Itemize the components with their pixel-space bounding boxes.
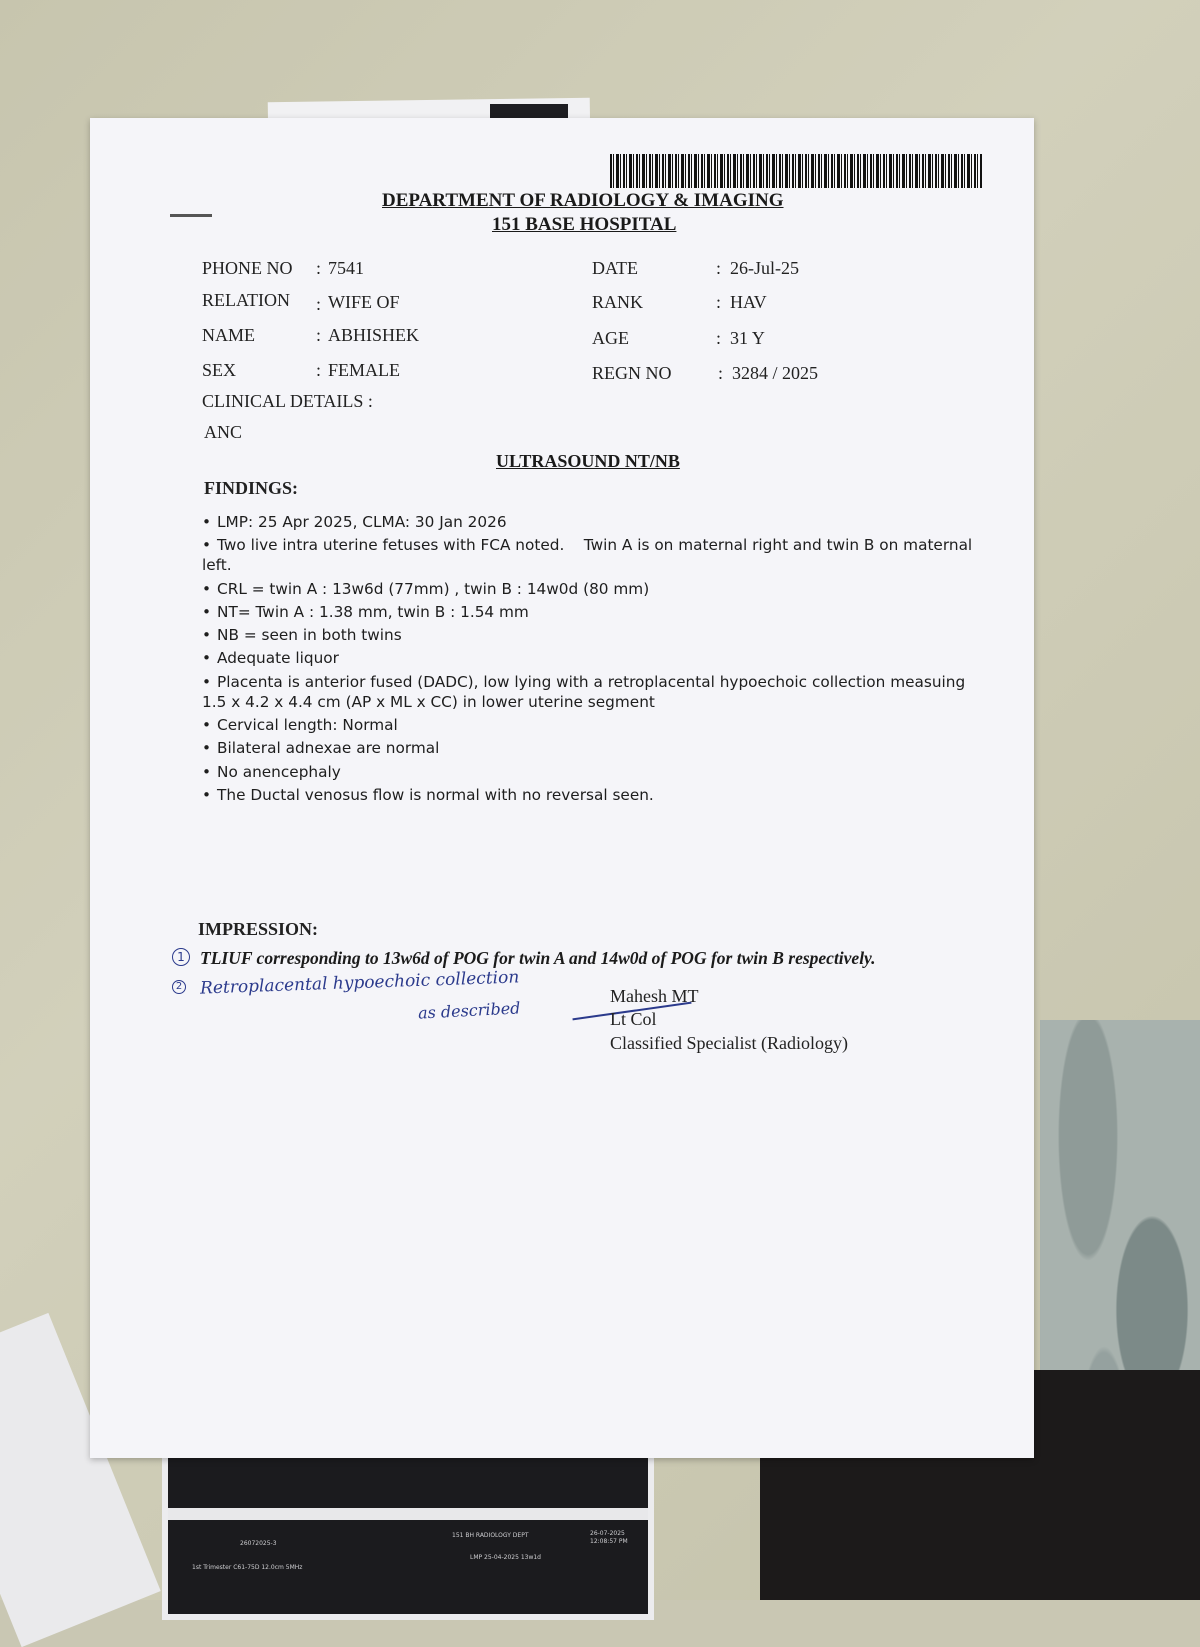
film-header: 151 BH RADIOLOGY DEPT — [452, 1532, 529, 1539]
film-time: 12:08:57 PM — [590, 1538, 628, 1545]
margin-mark — [170, 214, 212, 217]
clinical-details-value: ANC — [204, 422, 243, 442]
phone-value: 7541 — [328, 258, 364, 278]
list-item: • LMP: 25 Apr 2025, CLMA: 30 Jan 2026 — [202, 513, 507, 531]
department-title: DEPARTMENT OF RADIOLOGY & IMAGING — [382, 190, 784, 211]
findings-heading: FINDINGS: — [204, 478, 299, 498]
list-item: • Adequate liquor — [202, 649, 339, 668]
name-label: NAME — [202, 325, 255, 345]
film-separator — [168, 1508, 648, 1520]
sex-label: SEX — [202, 360, 237, 380]
colon: : — [716, 292, 722, 312]
sex-value: FEMALE — [328, 360, 400, 380]
findings-list — [202, 512, 992, 808]
film-date: 26-07-2025 — [590, 1530, 625, 1537]
colon: : — [316, 360, 322, 380]
date-label: DATE — [592, 258, 638, 278]
list-item: • Two live intra uterine fetuses with FCA noted. Twin A is on maternal right and twin B on maternal left. — [202, 536, 978, 575]
colon: : — [316, 294, 322, 314]
signature-rank: Lt Col — [610, 1009, 657, 1029]
age-label: AGE — [592, 328, 629, 348]
impression-text: TLIUF corresponding to 13w6d of POG for twin A and 14w0d of POG for twin B respectively. — [200, 948, 876, 968]
phone-label: PHONE NO — [202, 258, 293, 278]
list-item: • CRL = twin A : 13w6d (77mm) , twin B : 14w0d (80 mm) — [202, 579, 650, 598]
colon: : — [716, 258, 722, 278]
rank-value: HAV — [730, 292, 767, 312]
name-value: ABHISHEK — [328, 325, 420, 345]
barcode — [610, 154, 982, 188]
signature-title: Classified Specialist (Radiology) — [610, 1033, 848, 1053]
ultrasound-film — [162, 1440, 654, 1620]
relation-label: RELATION — [202, 290, 290, 310]
clinical-details-label: CLINICAL DETAILS : — [202, 391, 373, 411]
handwritten-note-line1: Retroplacental hypoechoic collection — [199, 967, 520, 999]
handwritten-number-2: 2 — [172, 980, 186, 994]
rank-label: RANK — [592, 292, 644, 312]
handwritten-number-1: 1 — [172, 948, 190, 966]
relation-value: WIFE OF — [328, 292, 400, 312]
handwritten-note-line2: as described — [417, 998, 521, 1023]
film-lmp: LMP 25-04-2025 13w1d — [470, 1554, 541, 1561]
list-item: • NB = seen in both twins — [202, 626, 402, 645]
hospital-title: 151 BASE HOSPITAL — [492, 214, 677, 235]
list-item: • NT= Twin A : 1.38 mm, twin B : 1.54 mm — [202, 602, 529, 621]
list-item: • No anencephaly — [202, 762, 341, 781]
film-id: 26072025-3 — [240, 1540, 277, 1547]
age-value: 31 Y — [730, 328, 765, 348]
list-item: • Cervical length: Normal — [202, 716, 398, 735]
regn-value: 3284 / 2025 — [732, 363, 819, 383]
colon: : — [316, 325, 322, 345]
film-info: 1st Trimester C61-75D 12.0cm 5MHz — [192, 1564, 303, 1571]
colon: : — [716, 328, 722, 348]
date-value: 26-Jul-25 — [730, 258, 799, 278]
list-item: • The Ductal venosus flow is normal with no reversal seen. — [202, 785, 654, 804]
colon: : — [718, 363, 724, 383]
impression-heading: IMPRESSION: — [198, 919, 319, 939]
list-item: • Bilateral adnexae are normal — [202, 739, 440, 758]
study-title: ULTRASOUND NT/NB — [496, 451, 680, 471]
signature-name: Mahesh MT — [610, 986, 699, 1006]
list-item: • Placenta is anterior fused (DADC), low lying with a retroplacental hypoechoic collection measuing 1.5 x 4.2 x 4.4 cm (AP x ML x CC) in lower uterine segment — [202, 672, 966, 711]
colon: : — [316, 258, 322, 278]
regn-label: REGN NO — [592, 363, 672, 383]
